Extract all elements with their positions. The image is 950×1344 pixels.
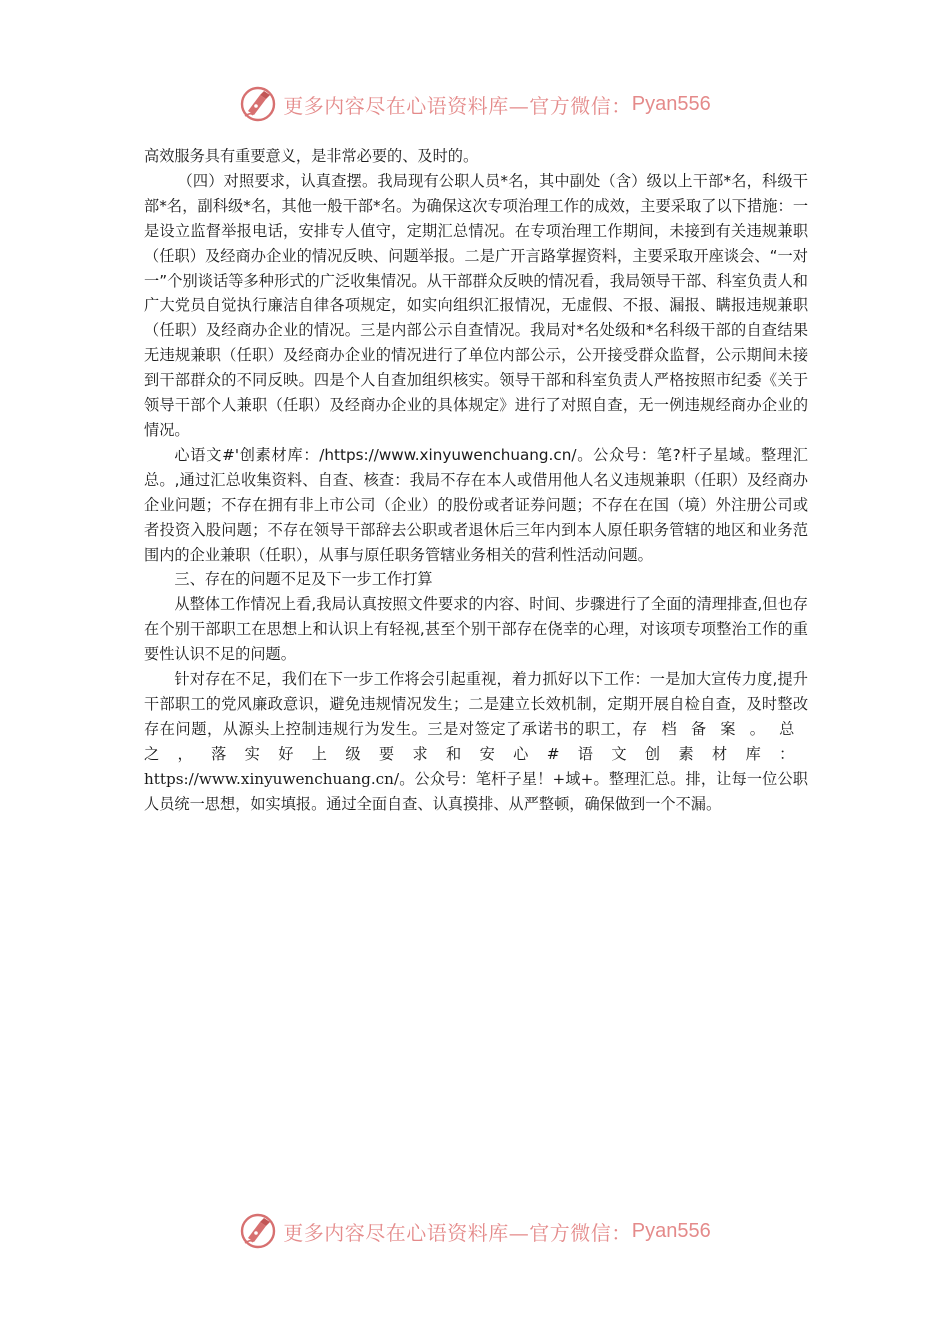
header-banner <box>0 82 950 126</box>
banner-text: 更多内容尽在心语资料库—官方微信： <box>283 1220 632 1245</box>
paragraph-2: （四）对照要求，认真查摆。我局现有公职人员*名，其中副处（含）级以上干部*名，科级干部*名，副科级*名，其他一般干部*名。为确保这次专项治理工作的成效，主要采取了以下措施：一是设立监督举报电话，安排专人值守，定期汇总情况。在专项治理工作期间，未接到有关违规兼职（任职）及经商办企业的情况反映、问题举报。二是广开言路掌握资料，主要采取开座谈会、“一对一”个别谈话等多种形式的广泛收集情况。从干部群众反映的情况看，我局领导干部、科室负责人和广大党员自觉执行廉洁自律各项规定，如实向组织汇报情况，无虚假、不报、漏报、瞒报违规兼职（任职）及经商办企业的情况。三是内部公示自查情况。我局对*名处级和*名科级干部的自查结果无违规兼职（任职）及经商办企业的情况进行了单位内部公示，公开接受群众监督，公示期间未接到干部群众的不同反映。四是个人自查加组织核实。领导干部和科室负责人严格按照市纪委《关于领导干部个人兼职（任职）及经商办企业的具体规定》进行了对照自查，无一例违规经商办企业的情况。 <box>144 171 808 439</box>
paragraph-5-spaced: 存档备案。总之，落实好上级要求和安心#语文创素材库： <box>144 719 808 763</box>
banner-text: 更多内容尽在心语资料库—官方微信： <box>283 93 632 118</box>
paragraph-5 <box>144 667 808 816</box>
paragraph-5-text: 针对存在不足，我们在下一步工作将会引起重视，着力抓好以下工作：一是加大宣传力度,提升干部职工的党风廉政意识，避免违规情况发生；二是建立长效机制，定期开展自检自查，及时整改存在问题，从源头上控制违规行为发生。三是对签定了承诺书的职工， <box>144 670 808 738</box>
paragraph-1: 高效服务具有重要意义，是非常必要的、及时的。 <box>144 147 479 165</box>
footer-banner <box>0 1209 950 1253</box>
banner-wechat-id: Pyan556 <box>631 1219 711 1242</box>
paragraph-4: 从整体工作情况上看,我局认真按照文件要求的内容、时间、步骤进行了全面的清理排查,但也存在个别干部职工在思想上和认识上有轻视,甚至个别干部存在侥幸的心理，对该项专项整治工作的重要性认识不足的问题。 <box>144 595 808 664</box>
banner-wechat-id: Pyan556 <box>631 92 711 115</box>
paragraph-5-tail: https://www.xinyuwenchuang.cn/。公众号：笔杆子星！+域+。整理汇总。排，让每一位公职人员统一思想，如实填报。通过全面自查、认真摸排、从严整顿，确保做到一个不漏。 <box>144 769 808 813</box>
pen-nib-logo-icon <box>239 85 277 123</box>
pen-nib-logo-icon <box>239 1212 277 1250</box>
paragraph-3: 心语文#'创素材库：/https://www.xinyuwenchuang.cn/。公众号：笔?杆子星域。整理汇总。,通过汇总收集资料、自查、核查：我局不存在本人或借用他人名义违规兼职（任职）及经商办企业问题；不存在拥有非上市公司（企业）的股份或者证券问题；不存在在国（境）外注册公司或者投资入股问题；不存在领导干部辞去公职或者退休后三年内到本人原任职务管辖的地区和业务范围内的企业兼职（任职），从事与原任职务管辖业务相关的营利性活动问题。 <box>144 445 808 564</box>
section-heading: 三、存在的问题不足及下一步工作打算 <box>174 570 433 589</box>
document-body <box>144 144 808 816</box>
